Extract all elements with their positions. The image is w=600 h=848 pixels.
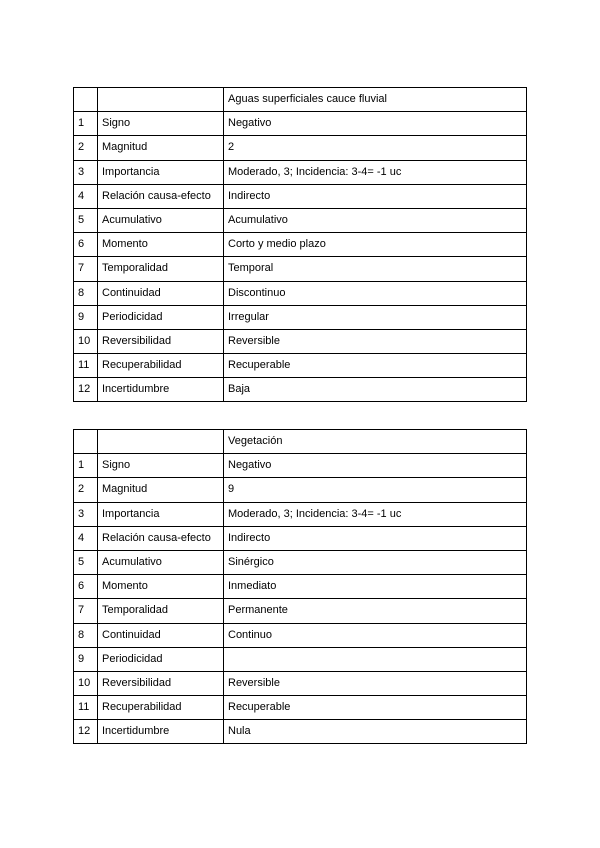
attribute-value-cell: Acumulativo bbox=[224, 208, 527, 232]
attribute-value-cell: 9 bbox=[224, 478, 527, 502]
attribute-name-cell: Incertidumbre bbox=[98, 378, 224, 402]
row-number-cell: 3 bbox=[74, 160, 98, 184]
attribute-value-cell: 2 bbox=[224, 136, 527, 160]
impact-table-body bbox=[74, 430, 527, 744]
row-number-cell: 1 bbox=[74, 454, 98, 478]
row-number-cell: 11 bbox=[74, 354, 98, 378]
attribute-value-cell: Negativo bbox=[224, 454, 527, 478]
table-row bbox=[74, 281, 527, 305]
table-header-row bbox=[74, 88, 527, 112]
table-row bbox=[74, 696, 527, 720]
attribute-name-cell: Momento bbox=[98, 233, 224, 257]
table-row bbox=[74, 623, 527, 647]
row-number-cell: 8 bbox=[74, 623, 98, 647]
table-row bbox=[74, 526, 527, 550]
attribute-name-cell: Relación causa-efecto bbox=[98, 184, 224, 208]
impact-table-vegetacion bbox=[73, 429, 527, 744]
row-number-cell: 4 bbox=[74, 184, 98, 208]
row-number-cell: 6 bbox=[74, 233, 98, 257]
table-header-label: Vegetación bbox=[224, 430, 527, 454]
table-header-row bbox=[74, 430, 527, 454]
attribute-name-cell: Relación causa-efecto bbox=[98, 526, 224, 550]
table-row bbox=[74, 720, 527, 744]
attribute-value-cell: Negativo bbox=[224, 112, 527, 136]
row-number-cell: 7 bbox=[74, 599, 98, 623]
attribute-name-cell: Periodicidad bbox=[98, 647, 224, 671]
row-number-cell: 10 bbox=[74, 671, 98, 695]
table-row bbox=[74, 208, 527, 232]
table-row bbox=[74, 184, 527, 208]
table-row bbox=[74, 454, 527, 478]
attribute-name-cell: Momento bbox=[98, 575, 224, 599]
attribute-value-cell: Reversible bbox=[224, 671, 527, 695]
attribute-value-cell: Discontinuo bbox=[224, 281, 527, 305]
row-number-cell: 12 bbox=[74, 378, 98, 402]
attribute-value-cell: Temporal bbox=[224, 257, 527, 281]
attribute-value-cell bbox=[224, 647, 527, 671]
table-row bbox=[74, 257, 527, 281]
table-row bbox=[74, 575, 527, 599]
row-number-cell: 7 bbox=[74, 257, 98, 281]
table-row bbox=[74, 478, 527, 502]
row-number-cell: 8 bbox=[74, 281, 98, 305]
attribute-value-cell: Moderado, 3; Incidencia: 3-4= -1 uc bbox=[224, 502, 527, 526]
row-number-cell: 4 bbox=[74, 526, 98, 550]
attribute-name-cell: Continuidad bbox=[98, 623, 224, 647]
table-row bbox=[74, 112, 527, 136]
row-number-cell: 9 bbox=[74, 305, 98, 329]
table-row bbox=[74, 647, 527, 671]
attribute-value-cell: Indirecto bbox=[224, 184, 527, 208]
attribute-name-cell: Magnitud bbox=[98, 478, 224, 502]
row-number-cell: 2 bbox=[74, 478, 98, 502]
table-row bbox=[74, 329, 527, 353]
row-number-cell: 3 bbox=[74, 502, 98, 526]
attribute-name-cell: Recuperabilidad bbox=[98, 696, 224, 720]
header-empty-attribute-cell bbox=[98, 88, 224, 112]
table-row bbox=[74, 599, 527, 623]
row-number-cell: 9 bbox=[74, 647, 98, 671]
attribute-name-cell: Signo bbox=[98, 454, 224, 478]
row-number-cell: 12 bbox=[74, 720, 98, 744]
attribute-name-cell: Temporalidad bbox=[98, 599, 224, 623]
attribute-name-cell: Magnitud bbox=[98, 136, 224, 160]
attribute-name-cell: Reversibilidad bbox=[98, 329, 224, 353]
attribute-value-cell: Recuperable bbox=[224, 354, 527, 378]
attribute-value-cell: Permanente bbox=[224, 599, 527, 623]
impact-table-body bbox=[74, 88, 527, 402]
table-row bbox=[74, 354, 527, 378]
attribute-value-cell: Recuperable bbox=[224, 696, 527, 720]
row-number-cell: 10 bbox=[74, 329, 98, 353]
header-empty-attribute-cell bbox=[98, 430, 224, 454]
attribute-name-cell: Continuidad bbox=[98, 281, 224, 305]
table-row bbox=[74, 550, 527, 574]
attribute-name-cell: Recuperabilidad bbox=[98, 354, 224, 378]
table-row bbox=[74, 160, 527, 184]
attribute-value-cell: Inmediato bbox=[224, 575, 527, 599]
impact-table-aguas-superficiales bbox=[73, 87, 527, 402]
table-row bbox=[74, 502, 527, 526]
header-empty-num-cell bbox=[74, 88, 98, 112]
table-row bbox=[74, 233, 527, 257]
row-number-cell: 2 bbox=[74, 136, 98, 160]
attribute-value-cell: Sinérgico bbox=[224, 550, 527, 574]
row-number-cell: 6 bbox=[74, 575, 98, 599]
attribute-name-cell: Importancia bbox=[98, 502, 224, 526]
table-row bbox=[74, 136, 527, 160]
table-row bbox=[74, 378, 527, 402]
attribute-value-cell: Continuo bbox=[224, 623, 527, 647]
table-header-label: Aguas superficiales cauce fluvial bbox=[224, 88, 527, 112]
attribute-name-cell: Temporalidad bbox=[98, 257, 224, 281]
attribute-value-cell: Reversible bbox=[224, 329, 527, 353]
row-number-cell: 1 bbox=[74, 112, 98, 136]
attribute-value-cell: Indirecto bbox=[224, 526, 527, 550]
attribute-name-cell: Periodicidad bbox=[98, 305, 224, 329]
attribute-value-cell: Corto y medio plazo bbox=[224, 233, 527, 257]
table-row bbox=[74, 671, 527, 695]
attribute-value-cell: Baja bbox=[224, 378, 527, 402]
attribute-name-cell: Importancia bbox=[98, 160, 224, 184]
header-empty-num-cell bbox=[74, 430, 98, 454]
attribute-name-cell: Signo bbox=[98, 112, 224, 136]
attribute-name-cell: Incertidumbre bbox=[98, 720, 224, 744]
attribute-value-cell: Nula bbox=[224, 720, 527, 744]
attribute-name-cell: Acumulativo bbox=[98, 550, 224, 574]
attribute-name-cell: Reversibilidad bbox=[98, 671, 224, 695]
row-number-cell: 5 bbox=[74, 208, 98, 232]
row-number-cell: 5 bbox=[74, 550, 98, 574]
attribute-value-cell: Irregular bbox=[224, 305, 527, 329]
row-number-cell: 11 bbox=[74, 696, 98, 720]
attribute-value-cell: Moderado, 3; Incidencia: 3-4= -1 uc bbox=[224, 160, 527, 184]
table-row bbox=[74, 305, 527, 329]
attribute-name-cell: Acumulativo bbox=[98, 208, 224, 232]
